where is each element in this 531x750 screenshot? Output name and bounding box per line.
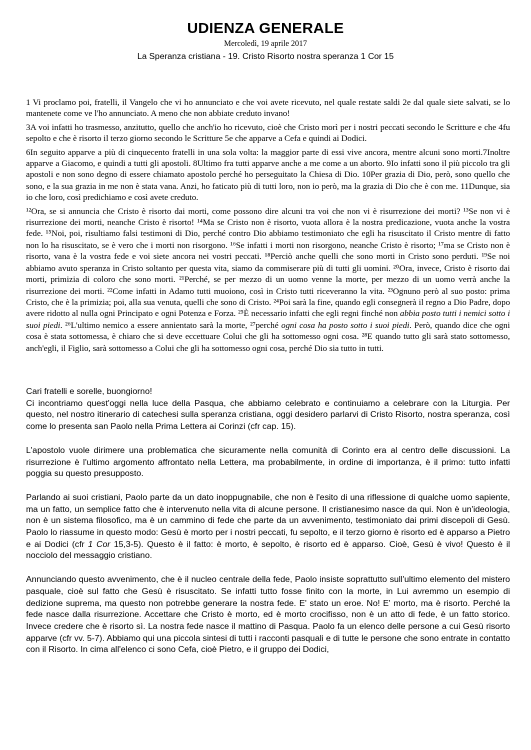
reading-quote: abbia posto tutti i nemici sotto i suoi piedi [26,308,510,330]
page-title: UDIENZA GENERALE [187,20,344,37]
reading-paragraph: 6In seguito apparve a più di cinquecento fratelli in una sola volta: la maggior parte di essi vive ancora, mentre alcuni sono morti.7Inoltre apparve a Giacomo, e quindi a tutti gli apostoli. 8Ultimo fra tutti apparve anche a me come a un aborto. 9Io infatti sono il più piccolo tra gli apostoli e non sono degno di essere chiamato apostolo perché ho perseguitato la Chiesa di Dio. 10Per grazia di Dio, però, sono quello che sono, e la sua grazia in me non è stata vana. Anzi, ho faticato più di tutti loro, non io però, ma la grazia di Dio che è con me. 11Dunque, sia io che loro, così predichiamo e così avete creduto. [26,146,510,203]
document-header [0,20,531,62]
homily-paragraph: L'apostolo vuole dirimere una problematica che sicuramente nella comunità di Corinto era al centro delle discussioni. La risurrezione è l'ultimo argomento affrontato nella Lettera, ma probabilmente, in ordine di importanza, è il primo: tutto infatti poggia su questo presupposto. [26,444,510,479]
reading-paragraph [26,206,510,354]
homily-text [26,386,510,668]
date-line: Mercoledì, 19 aprile 2017 [223,39,308,48]
homily-paragraph: Annunciando questo avvenimento, che è il nucleo centrale della fede, Paolo insiste soprattutto sull'ultimo elemento del mistero pasquale, cioè sul fatto che Gesù è risuscitato. Se infatti tutto fosse finito con la morte, in Lui avremmo un esempio di dedizione suprema, ma questo non potrebbe generare la nostra fede. E' stato un eroe. No! E' morto, ma è risorto. Perché la fede nasce dalla risurrezione. Accettare che Cristo è morto, ed è morto crocifisso, non è un atto di fede, è un fatto storico. Invece credere che è risorto sì. La nostra fede nasce il mattino di Pasqua. Paolo fa un elenco delle persone a cui Gesù risorto apparve (cfr vv. 5-7). Abbiamo qui una piccola sintesi di tutti i racconti pasquali e di tutte le persone che sono entrate in contatto con il Risorto. In cima all'elenco ci sono Cefa, cioè Pietro, e il gruppo dei Dodici, [26,574,510,655]
bible-reference: 1 Cor [88,538,111,549]
page-subtitle: La Speranza cristiana - 19. Cristo Risorto nostra speranza 1 Cor 15 [137,51,394,61]
reading-text: . Però, quando dice che ogni cosa è stata sottomessa, è chiaro che si deve eccettuare Colui che gli ha sottomesso ogni cosa. ²⁸E quando tutto gli sarà stato sottomesso, anch'egli, il Figlio, sarà sottomesso a Colui che gli ha sottomesso ogni cosa, perché Dio sia tutto in tutti. [26,319,510,353]
scripture-reading [26,97,510,356]
homily-paragraph: Ci incontriamo quest'oggi nella luce della Pasqua, che abbiamo celebrato e continuiamo a celebrare con la Liturgia. Per questo, nel nostro itinerario di catechesi sulla speranza cristiana, oggi desidero parlarvi di Cristo Risorto, nostra speranza, così come lo presenta san Paolo nella Prima Lettera ai Corinzi (cfr cap. 15). [26,397,510,432]
reading-text: . ²⁶L'ultimo nemico a essere annientato sarà la morte, ²⁷perché [60,319,279,330]
homily-text-span: 15,3-5). Questo è il fatto: è morto, è sepolto, è risorto ed è apparso. Cioè, Gesù è vivo! Questo è il nocciolo del messaggio cristiano. [26,538,511,561]
reading-paragraph: 3A voi infatti ho trasmesso, anzitutto, quello che anch'io ho ricevuto, cioè che Cristo morì per i nostri peccati secondo le Scritture e che 4fu sepolto e che è risorto il terzo giorno secondo le Scritture 5e che apparve a Cefa e quindi ai Dodici. [26,121,510,144]
homily-text-span: Parlando ai suoi cristiani, Paolo parte da un dato inoppugnabile, che non è l'esito di una riflessione di qualche uomo sapiente, ma un fatto, un semplice fatto che è intervenuto nella vita di alcune persone. Il cristianesimo nasce da qui. Non è un'ideologia, non è un sistema filosofico, ma è un cammino di fede che parte da un avvenimento, testimoniato dai primi discepoli di Gesù. Paolo lo riassume in questo modo: Gesù è morto per i nostri peccati, fu sepolto, e il terzo giorno è risorto ed è apparso a Pietro e ai Dodici (cfr [26,491,510,549]
reading-quote: ogni cosa ha posto sotto i suoi piedi [281,319,410,330]
greeting: Cari fratelli e sorelle, buongiorno! [26,386,153,396]
reading-text: ¹²Ora, se si annuncia che Cristo è risorto dai morti, come possono dire alcuni tra voi che non vi è risurrezione dei morti? ¹³Se non vi è risurrezione dei morti, neanche Cristo è risorto! ¹⁴Ma se Cristo non è risorto, vuota allora è la nostra predicazione, vuota anche la vostra fede. ¹⁵Noi, poi, risultiamo falsi testimoni di Dio, perché contro Dio abbiamo testimoniato che egli ha risuscitato il Cristo mentre di fatto non lo ha risuscitato, se è vero che i morti non risorgono. ¹⁶Se infatti i morti non risorgono, neanche Cristo è risorto; ¹⁷ma se Cristo non è risorto, vana è la vostra fede e voi siete ancora nei vostri peccati. ¹⁸Perciò anche quelli che sono morti in Cristo sono perduti. ¹⁹Se noi abbiamo avuto speranza in Cristo soltanto per questa vita, siamo da commiserare più di tutti gli uomini. ²⁰Ora, invece, Cristo è risorto dai morti, primizia di coloro che sono morti. ²¹Perché, se per mezzo di un uomo venne la morte, per mezzo di un uomo verrà anche la risurrezione dei morti. ²²Come infatti in Adamo tutti muoiono, così in Cristo tutti riceveranno la vita. ²³Ognuno però al suo posto: prima Cristo, che è la primizia; poi, alla sua venuta, quelli che sono di Cristo. ²⁴Poi sarà la fine, quando egli consegnerà il regno a Dio Padre, dopo avere ridotto al nulla ogni Principato e ogni Potenza e Forza. ²⁵È necessario infatti che egli regni finché non [26,205,510,319]
reading-paragraph: 1 Vi proclamo poi, fratelli, il Vangelo che vi ho annunciato e che voi avete ricevuto, nel quale restate saldi 2e dal quale siete salvati, se lo mantenete come ve l'ho annunciato. A meno che non abbiate creduto invano! [26,97,510,119]
homily-paragraph [26,492,510,562]
